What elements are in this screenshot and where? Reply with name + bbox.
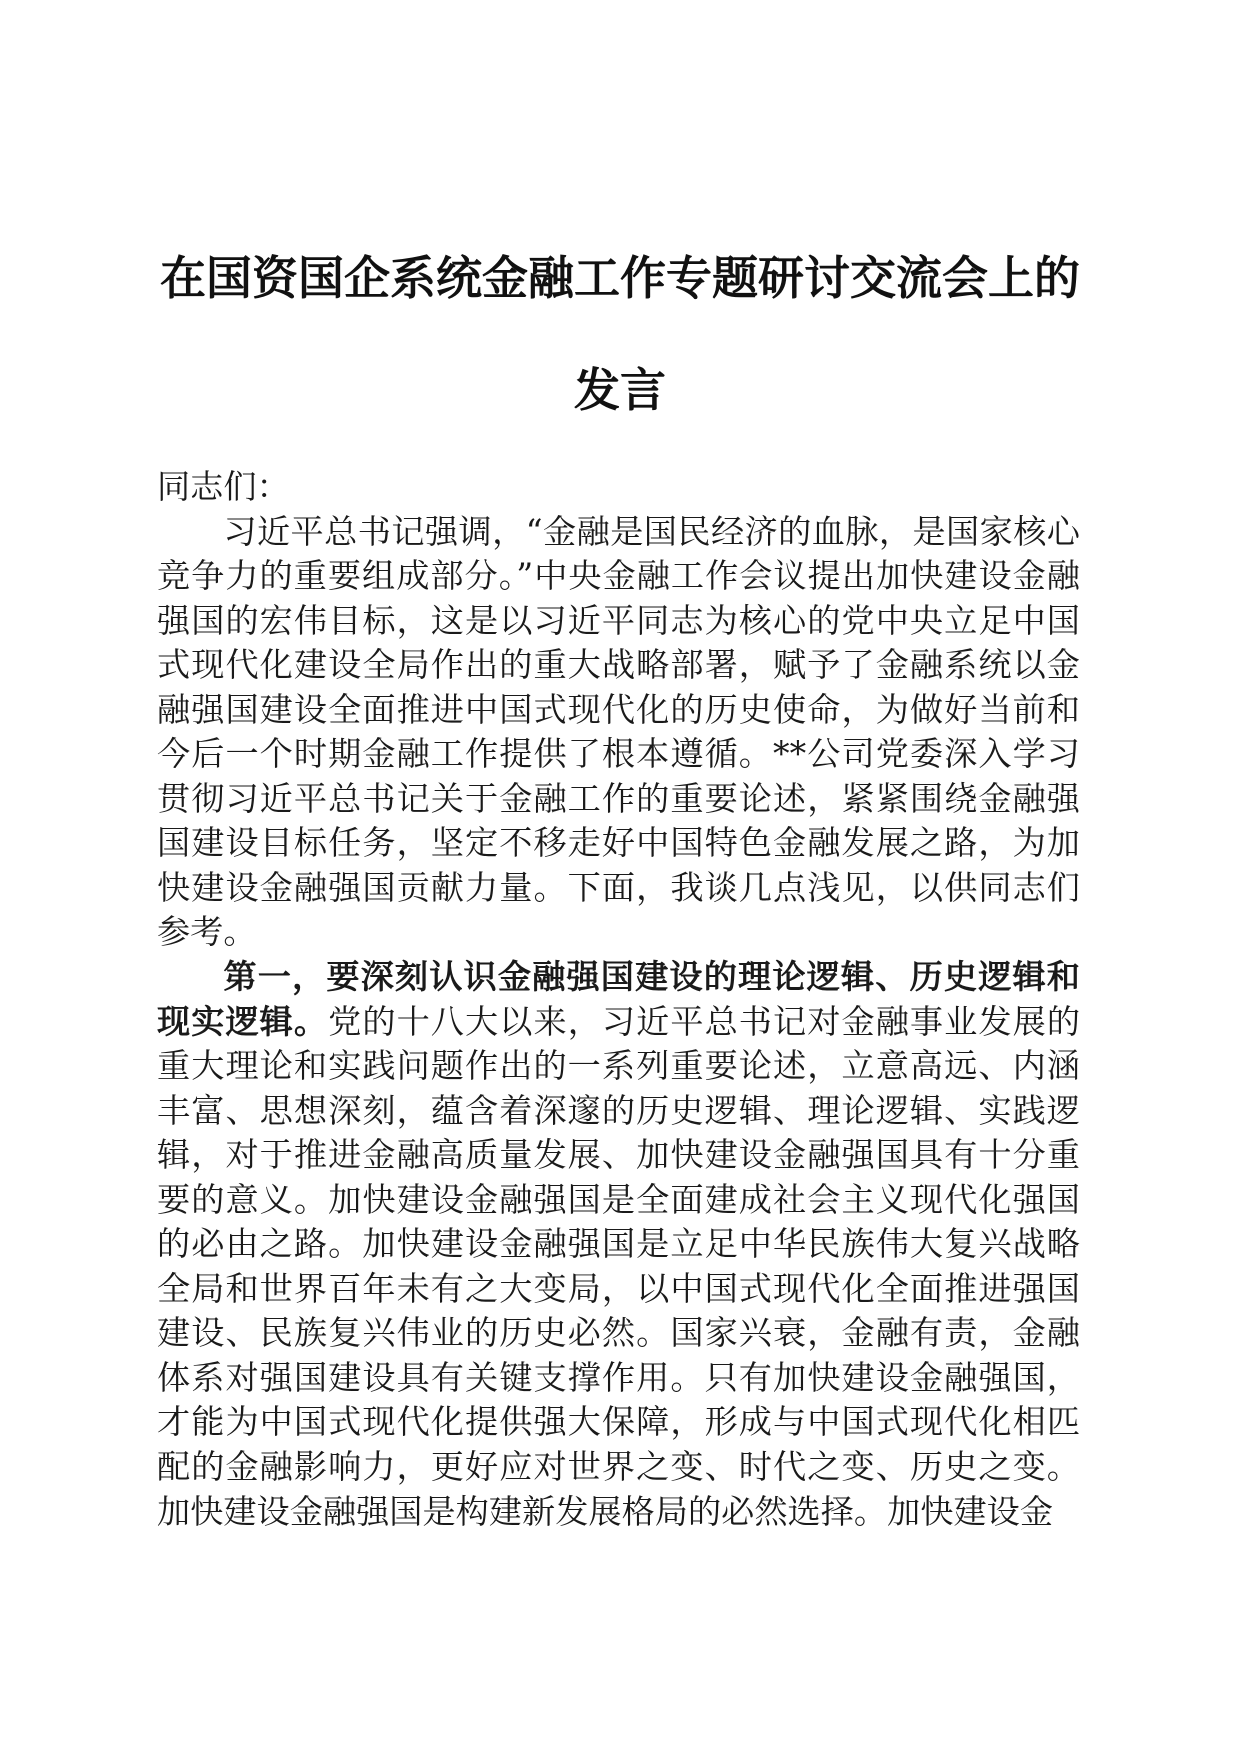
document-title bbox=[150, 222, 1090, 446]
title-line-2: 发言 bbox=[574, 363, 666, 417]
paragraph-intro: 习近平总书记强调，“金融是国民经济的血脉，是国家核心竞争力的重要组成部分。”中央金融工作会议提出加快建设金融强国的宏伟目标，这是以习近平同志为核心的党中央立足中国式现代化建设全局作出的重大战略部署，赋予了金融系统以金融强国建设全面推进中国式现代化的历史使命，为做好当前和今后一个时期金融工作提供了根本遵循。**公司党委深入学习贯彻习近平总书记关于金融工作的重要论述，紧紧围绕金融强国建设目标任务，坚定不移走好中国特色金融发展之路，为加快建设金融强国贡献力量。下面，我谈几点浅见，以供同志们参考。 bbox=[157, 511, 1080, 952]
section-1-text: 党的十八大以来，习近平总书记对金融事业发展的重大理论和实践问题作出的一系列重要论述，立意高远、内涵丰富、思想深刻，蕴含着深邃的历史逻辑、理论逻辑、实践逻辑，对于推进金融高质量发展、加快建设金融强国具有十分重要的意义。加快建设金融强国是全面建成社会主义现代化强国的必由之路。加快建设金融强国是立足中华民族伟大复兴战略全局和世界百年未有之大变局，以中国式现代化全面推进强国建设、民族复兴伟业的历史必然。国家兴衰，金融有责，金融体系对强国建设具有关键支撑作用。只有加快建设金融强国，才能为中国式现代化提供强大保障，形成与中国式现代化相匹配的金融影响力，更好应对世界之变、时代之变、历史之变。加快建设金融强国是构建新发展格局的必然选择。加快建设金 bbox=[157, 1001, 1081, 1531]
paragraph-section-1 bbox=[157, 955, 1080, 1534]
title-line-1: 在国资国企系统金融工作专题研讨交流会上的 bbox=[160, 251, 1080, 305]
section-1-heading: 第一，要深刻认识金融强国建设的理论逻辑、历史逻辑和现实逻辑。 bbox=[157, 957, 1080, 1041]
document-body bbox=[157, 465, 1080, 1534]
salutation: 同志们： bbox=[157, 467, 290, 506]
